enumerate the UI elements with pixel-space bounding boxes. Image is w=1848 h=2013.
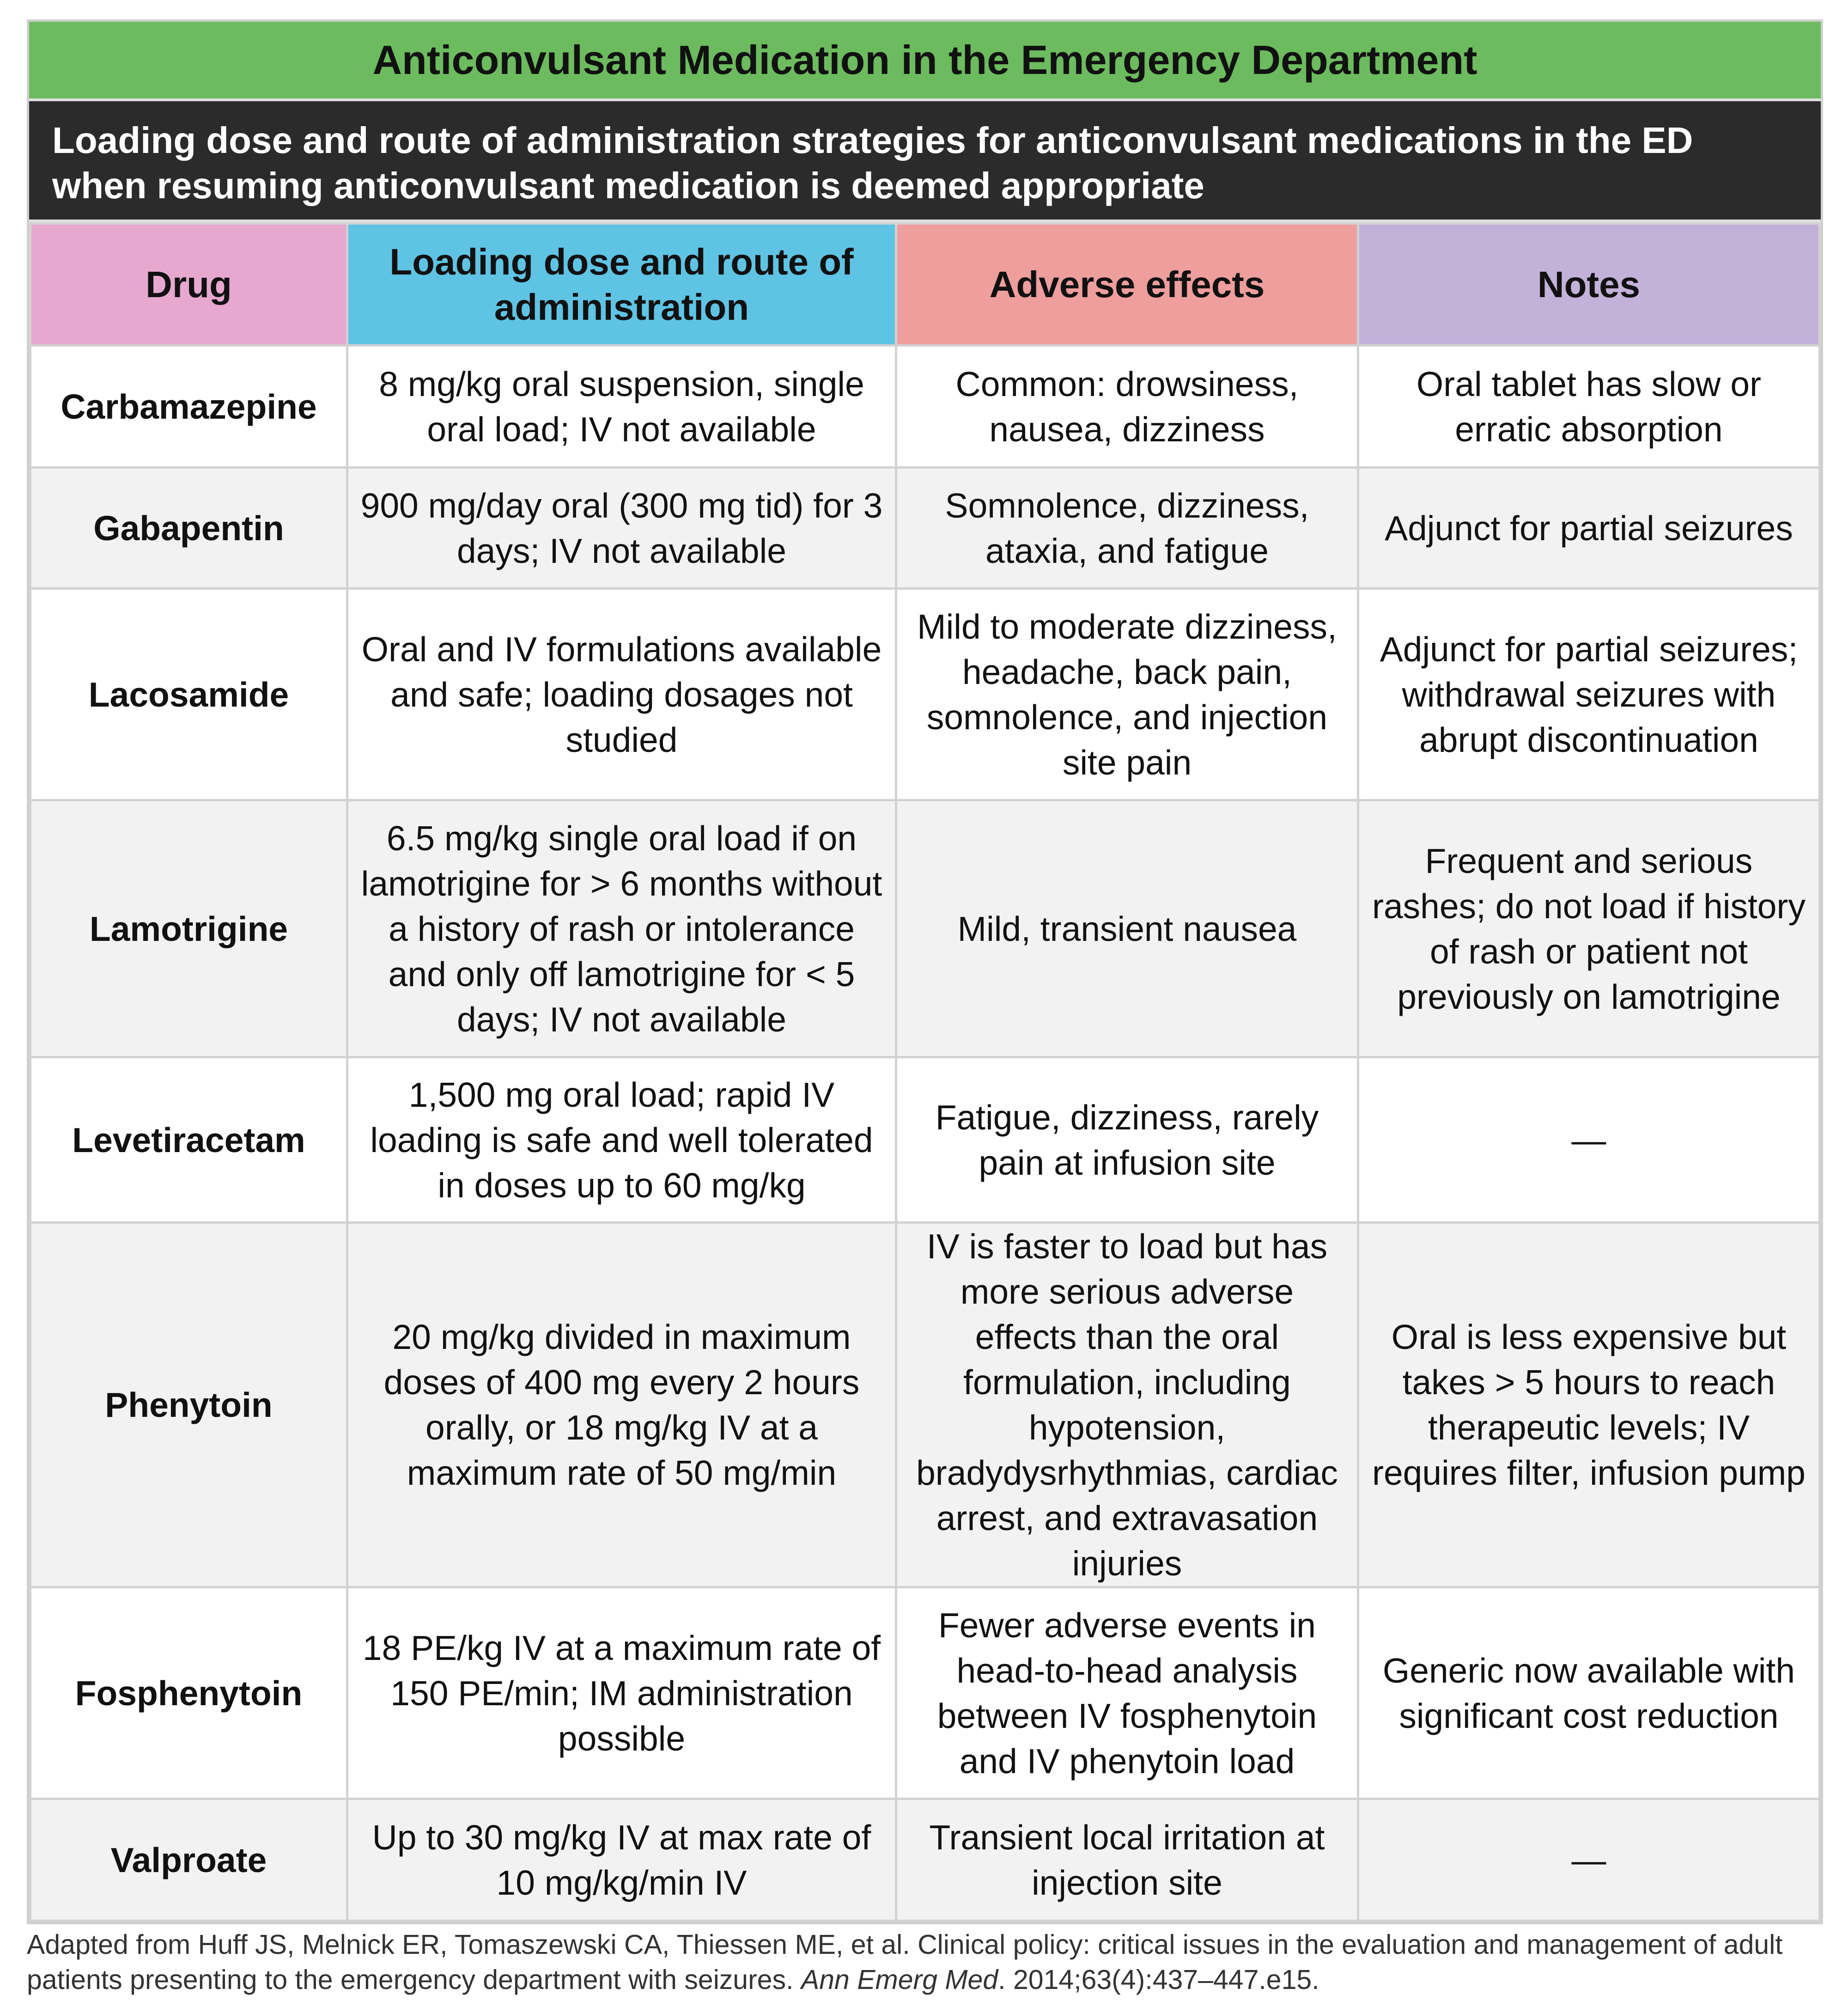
table-row — [30, 1057, 1820, 1223]
dose-cell: Oral and IV formulations available and safe; loading dosages not studied — [347, 589, 896, 800]
table-row — [30, 468, 1820, 589]
notes-cell: Oral tablet has slow or erratic absorption — [1358, 346, 1820, 468]
adverse-cell: Transient local irritation at injection site — [896, 1799, 1358, 1921]
header-dose: Loading dose and route of administration — [347, 224, 896, 346]
dose-cell: 6.5 mg/kg single oral load if on lamotrigine for > 6 months without a history of rash or intolerance and only off lamotrigine for < 5 days; IV not available — [347, 800, 896, 1057]
drug-name: Gabapentin — [30, 468, 347, 589]
table-row — [30, 800, 1820, 1057]
adverse-cell: IV is faster to load but has more serious adverse effects than the oral formulation, including hypotension, bradydysrhythmias, cardiac arrest, and extravasation injuries — [896, 1223, 1358, 1587]
table-row — [30, 1799, 1820, 1921]
table-subtitle: Loading dose and route of administration strategies for anticonvulsant medications in the ED when resuming anticonvulsant medication is deemed appropriate — [29, 101, 1821, 222]
dose-cell: 8 mg/kg oral suspension, single oral load; IV not available — [347, 346, 896, 468]
table-title: Anticonvulsant Medication in the Emergency Department — [29, 22, 1821, 101]
notes-cell: Adjunct for partial seizures — [1358, 468, 1820, 589]
footnote-journal: Ann Emerg Med — [801, 1964, 998, 1995]
notes-cell: — — [1358, 1057, 1820, 1223]
drug-name: Fosphenytoin — [30, 1587, 347, 1799]
table-row — [30, 1223, 1820, 1587]
dose-cell: 18 PE/kg IV at a maximum rate of 150 PE/min; IM administration possible — [347, 1587, 896, 1799]
adverse-cell: Fatigue, dizziness, rarely pain at infusion site — [896, 1057, 1358, 1223]
source-footnote — [27, 1927, 1819, 1997]
drug-name: Carbamazepine — [30, 346, 347, 468]
medication-table — [29, 222, 1821, 1922]
drug-name: Lamotrigine — [30, 800, 347, 1057]
table-header-row — [30, 224, 1820, 346]
adverse-cell: Mild, transient nausea — [896, 800, 1358, 1057]
table-row — [30, 346, 1820, 468]
table-row — [30, 1587, 1820, 1799]
header-drug: Drug — [30, 224, 347, 346]
header-adverse-effects: Adverse effects — [896, 224, 1358, 346]
dose-cell: 900 mg/day oral (300 mg tid) for 3 days; IV not available — [347, 468, 896, 589]
adverse-cell: Fewer adverse events in head-to-head analysis between IV fosphenytoin and IV phenytoin load — [896, 1587, 1358, 1799]
drug-name: Phenytoin — [30, 1223, 347, 1587]
medication-table-card — [27, 19, 1823, 1924]
drug-name: Levetiracetam — [30, 1057, 347, 1223]
drug-name: Valproate — [30, 1799, 347, 1921]
notes-cell: Adjunct for partial seizures; withdrawal seizures with abrupt discontinuation — [1358, 589, 1820, 800]
dose-cell: 20 mg/kg divided in maximum doses of 400 mg every 2 hours orally, or 18 mg/kg IV at a maximum rate of 50 mg/min — [347, 1223, 896, 1587]
notes-cell: — — [1358, 1799, 1820, 1921]
table-row — [30, 589, 1820, 800]
footnote-citation: . 2014;63(4):437–447.e15. — [998, 1964, 1319, 1995]
dose-cell: Up to 30 mg/kg IV at max rate of 10 mg/kg/min IV — [347, 1799, 896, 1921]
adverse-cell: Common: drowsiness, nausea, dizziness — [896, 346, 1358, 468]
footnote-text: Adapted from Huff JS, Melnick ER, Tomaszewski CA, Thiessen ME, et al. Clinical policy: critical issues in the evaluation and management of adult patients presenting to the emergency department with seizures. — [27, 1929, 1783, 1995]
drug-name: Lacosamide — [30, 589, 347, 800]
adverse-cell: Mild to moderate dizziness, headache, back pain, somnolence, and injection site pain — [896, 589, 1358, 800]
notes-cell: Oral is less expensive but takes > 5 hours to reach therapeutic levels; IV requires filter, infusion pump — [1358, 1223, 1820, 1587]
header-notes: Notes — [1358, 224, 1820, 346]
dose-cell: 1,500 mg oral load; rapid IV loading is safe and well tolerated in doses up to 60 mg/kg — [347, 1057, 896, 1223]
notes-cell: Frequent and serious rashes; do not load if history of rash or patient not previously on lamotrigine — [1358, 800, 1820, 1057]
notes-cell: Generic now available with significant cost reduction — [1358, 1587, 1820, 1799]
adverse-cell: Somnolence, dizziness, ataxia, and fatigue — [896, 468, 1358, 589]
